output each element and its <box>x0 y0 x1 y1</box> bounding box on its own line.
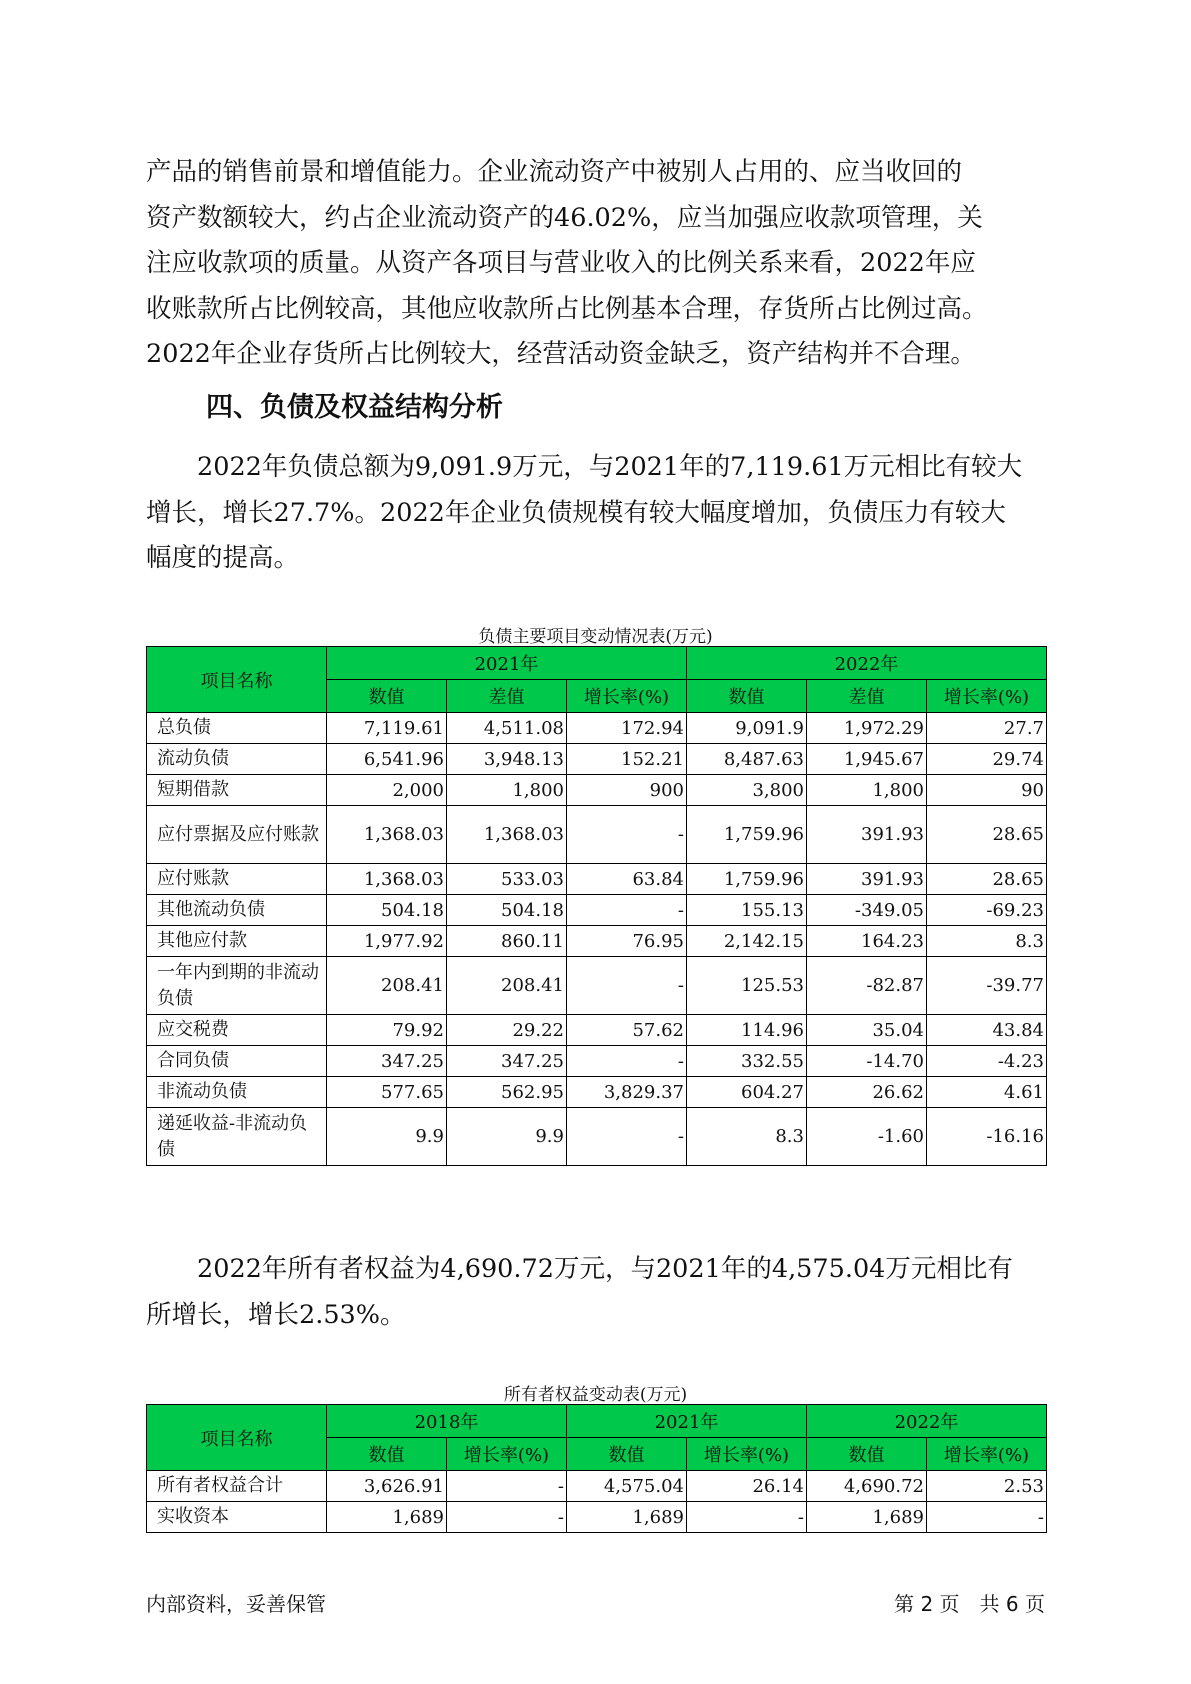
text-line: 2022年企业存货所占比例较大，经营活动资金缺乏，资产结构并不合理。 <box>146 339 976 369</box>
table-cell: -4.23 <box>927 1046 1047 1077</box>
table-cell: 3,626.91 <box>327 1471 447 1502</box>
sub-header: 增长率(%) <box>447 1438 567 1471</box>
table-cell: - <box>687 1502 807 1533</box>
table-row <box>147 1015 1047 1046</box>
table-cell: 604.27 <box>687 1077 807 1108</box>
text-line: 资产数额较大，约占企业流动资产的46.02%，应当加强应收款项管理，关 <box>146 202 983 233</box>
table-cell: 4,690.72 <box>807 1471 927 1502</box>
table-cell: 562.95 <box>447 1077 567 1108</box>
sub-header: 增长率(%) <box>927 1438 1047 1471</box>
sub-header: 数值 <box>567 1438 687 1471</box>
table-cell: - <box>567 957 687 1015</box>
table-cell: 1,368.03 <box>327 806 447 864</box>
table-cell: 208.41 <box>327 957 447 1015</box>
year-header: 2021年 <box>327 647 687 680</box>
table-cell: 29.74 <box>927 744 1047 775</box>
table-cell: 347.25 <box>327 1046 447 1077</box>
table-cell: 6,541.96 <box>327 744 447 775</box>
table-cell: 1,759.96 <box>687 864 807 895</box>
table-cell: 43.84 <box>927 1015 1047 1046</box>
sub-header: 增长率(%) <box>567 680 687 713</box>
table-cell: -39.77 <box>927 957 1047 1015</box>
table-cell: 9.9 <box>327 1108 447 1166</box>
equity-table-caption: 所有者权益变动表(万元) <box>503 1385 688 1405</box>
table-cell: -349.05 <box>807 895 927 926</box>
table-cell: - <box>447 1471 567 1502</box>
table-cell: 391.93 <box>807 806 927 864</box>
year-header: 2021年 <box>567 1405 807 1438</box>
table-cell: 9,091.9 <box>687 713 807 744</box>
text-line: 产品的销售前景和增值能力。企业流动资产中被别人占用的、应当收回的 <box>146 157 963 187</box>
sub-header: 差值 <box>447 680 567 713</box>
table-cell: 1,759.96 <box>687 806 807 864</box>
table-cell: 4,575.04 <box>567 1471 687 1502</box>
text-line: 幅度的提高。 <box>146 543 300 573</box>
table-cell: 114.96 <box>687 1015 807 1046</box>
table-cell: 8,487.63 <box>687 744 807 775</box>
table-cell: 57.62 <box>567 1015 687 1046</box>
liabilities-paragraph <box>146 445 1046 582</box>
table-cell: 1,945.67 <box>807 744 927 775</box>
table-cell: 26.62 <box>807 1077 927 1108</box>
table-cell: -16.16 <box>927 1108 1047 1166</box>
table-cell: - <box>567 806 687 864</box>
name-column-header: 项目名称 <box>147 647 327 713</box>
liabilities-table <box>146 646 1047 1166</box>
table-cell: 79.92 <box>327 1015 447 1046</box>
text-line: 2022年所有者权益为4,690.72万元，与2021年的4,575.04万元相比有 <box>146 1254 1013 1284</box>
table-cell: 90 <box>927 775 1047 806</box>
table-cell: 1,368.03 <box>327 864 447 895</box>
footer-page-number: 第 2 页 共 6 页 <box>894 1592 1045 1616</box>
table-cell: 860.11 <box>447 926 567 957</box>
table-cell: 332.55 <box>687 1046 807 1077</box>
text-line: 收账款所占比例较高，其他应收款所占比例基本合理，存货所占比例过高。 <box>146 293 988 324</box>
equity-table <box>146 1404 1047 1533</box>
table-cell: 63.84 <box>567 864 687 895</box>
table-cell: 28.65 <box>927 864 1047 895</box>
table-cell: 1,972.29 <box>807 713 927 744</box>
table-cell: 26.14 <box>687 1471 807 1502</box>
footer-confidential-note: 内部资料，妥善保管 <box>146 1592 326 1616</box>
row-label: 流动负债 <box>147 744 327 775</box>
equity-paragraph <box>146 1247 1046 1338</box>
row-label: 应付票据及应付账款 <box>147 806 327 864</box>
table-row <box>147 744 1047 775</box>
sub-header: 数值 <box>327 1438 447 1471</box>
row-label: 合同负债 <box>147 1046 327 1077</box>
table-cell: -1.60 <box>807 1108 927 1166</box>
liabilities-table-body <box>147 713 1047 1166</box>
name-column-header: 项目名称 <box>147 1405 327 1471</box>
row-label: 实收资本 <box>147 1502 327 1533</box>
table-cell: -14.70 <box>807 1046 927 1077</box>
table-cell: - <box>567 895 687 926</box>
table-cell: 2,000 <box>327 775 447 806</box>
table-cell: 1,368.03 <box>447 806 567 864</box>
table-cell: 76.95 <box>567 926 687 957</box>
table-cell: 4,511.08 <box>447 713 567 744</box>
table-cell: 208.41 <box>447 957 567 1015</box>
row-label: 应付账款 <box>147 864 327 895</box>
table-row <box>147 957 1047 1015</box>
table-row <box>147 1108 1047 1166</box>
table-cell: 152.21 <box>567 744 687 775</box>
table-cell: 2.53 <box>927 1471 1047 1502</box>
row-label: 其他流动负债 <box>147 895 327 926</box>
table-row <box>147 806 1047 864</box>
table-cell: 347.25 <box>447 1046 567 1077</box>
liabilities-table-caption: 负债主要项目变动情况表(万元) <box>478 627 713 647</box>
table-cell: 8.3 <box>687 1108 807 1166</box>
table-cell: 1,689 <box>327 1502 447 1533</box>
sub-header: 差值 <box>807 680 927 713</box>
year-header: 2018年 <box>327 1405 567 1438</box>
table-cell: 2,142.15 <box>687 926 807 957</box>
table-row <box>147 1046 1047 1077</box>
table-cell: 3,829.37 <box>567 1077 687 1108</box>
table-cell: 577.65 <box>327 1077 447 1108</box>
row-label: 短期借款 <box>147 775 327 806</box>
table-cell: - <box>927 1502 1047 1533</box>
table-cell: 533.03 <box>447 864 567 895</box>
table-cell: 3,948.13 <box>447 744 567 775</box>
table-cell: 1,977.92 <box>327 926 447 957</box>
row-label: 应交税费 <box>147 1015 327 1046</box>
text-line: 2022年负债总额为9,091.9万元，与2021年的7,119.61万元相比有较大 <box>146 452 1023 482</box>
row-label: 其他应付款 <box>147 926 327 957</box>
table-cell: 1,689 <box>567 1502 687 1533</box>
sub-header: 增长率(%) <box>687 1438 807 1471</box>
table-cell: 4.61 <box>927 1077 1047 1108</box>
table-row <box>147 713 1047 744</box>
table-cell: 1,689 <box>807 1502 927 1533</box>
table-cell: 8.3 <box>927 926 1047 957</box>
table-cell: 27.7 <box>927 713 1047 744</box>
table-cell: 900 <box>567 775 687 806</box>
table-cell: - <box>447 1502 567 1533</box>
table-cell: 1,800 <box>447 775 567 806</box>
table-cell: 504.18 <box>447 895 567 926</box>
table-cell: 29.22 <box>447 1015 567 1046</box>
table-cell: 1,800 <box>807 775 927 806</box>
table-cell: 504.18 <box>327 895 447 926</box>
table-cell: - <box>567 1108 687 1166</box>
table-row <box>147 864 1047 895</box>
table-row <box>147 895 1047 926</box>
table-cell: - <box>567 1046 687 1077</box>
year-header: 2022年 <box>687 647 1047 680</box>
table-cell: 155.13 <box>687 895 807 926</box>
table-cell: 35.04 <box>807 1015 927 1046</box>
table-row <box>147 1502 1047 1533</box>
table-row <box>147 1471 1047 1502</box>
row-label: 非流动负债 <box>147 1077 327 1108</box>
sub-header: 增长率(%) <box>927 680 1047 713</box>
sub-header: 数值 <box>807 1438 927 1471</box>
table-cell: 125.53 <box>687 957 807 1015</box>
row-label: 递延收益-非流动负债 <box>147 1108 327 1166</box>
text-line: 注应收款项的质量。从资产各项目与营业收入的比例关系来看，2022年应 <box>146 248 976 278</box>
row-label: 一年内到期的非流动负债 <box>147 957 327 1015</box>
table-row <box>147 1077 1047 1108</box>
table-cell: 28.65 <box>927 806 1047 864</box>
sub-header: 数值 <box>327 680 447 713</box>
equity-table-body <box>147 1471 1047 1533</box>
table-cell: 391.93 <box>807 864 927 895</box>
text-line: 增长，增长27.7%。2022年企业负债规模有较大幅度增加，负债压力有较大 <box>146 497 1006 528</box>
table-cell: 9.9 <box>447 1108 567 1166</box>
table-cell: 172.94 <box>567 713 687 744</box>
table-cell: 7,119.61 <box>327 713 447 744</box>
text-line: 所增长，增长2.53%。 <box>146 1299 406 1330</box>
table-cell: -69.23 <box>927 895 1047 926</box>
year-header: 2022年 <box>807 1405 1047 1438</box>
intro-paragraph <box>146 150 1046 378</box>
table-row <box>147 926 1047 957</box>
table-cell: -82.87 <box>807 957 927 1015</box>
section-heading: 四、负债及权益结构分析 <box>206 392 503 423</box>
table-cell: 164.23 <box>807 926 927 957</box>
table-cell: 3,800 <box>687 775 807 806</box>
table-row <box>147 775 1047 806</box>
row-label: 总负债 <box>147 713 327 744</box>
row-label: 所有者权益合计 <box>147 1471 327 1502</box>
sub-header: 数值 <box>687 680 807 713</box>
